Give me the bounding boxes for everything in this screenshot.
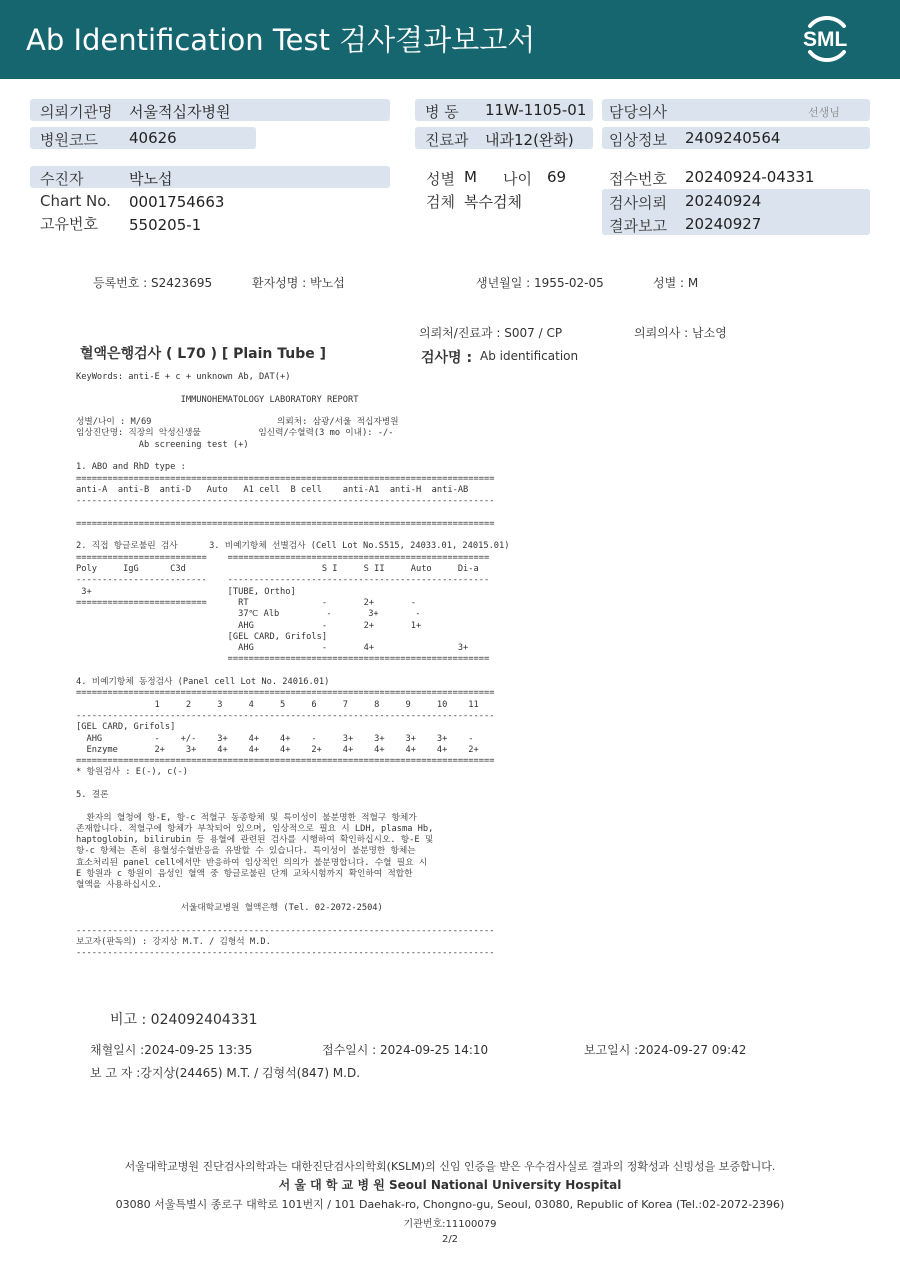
report-header [0,0,900,79]
patient-label: 수진자 [40,170,84,188]
section-title: 혈액은행검사 ( L70 ) [ Plain Tube ] [80,346,327,362]
age-value: 69 [547,168,567,186]
hospital-code-label: 병원코드 [40,131,98,149]
chart-no-value: 0001754663 [129,193,225,211]
institution-value: 서울적십자병원 [129,103,231,121]
page-number: 2/2 [441,1234,459,1245]
sex-value: M [464,168,477,186]
unique-no-value: 550205-1 [129,216,202,234]
patient-name: 환자성명 : 박노섭 [252,276,345,290]
doctor-value: 선생님 [808,106,840,119]
specimen-label: 검체 [426,193,455,211]
receipt-no-value: 20240924-04331 [685,168,815,186]
chart-no-label: Chart No. [40,192,111,210]
referring-doctor: 의뢰의사 : 남소영 [634,326,727,340]
receipt-no-label: 접수번호 [609,170,667,188]
ward-value: 11W-1105-01 [485,101,587,119]
report-sex: 성별 : M [653,276,699,290]
department-value: 내과12(완화) [485,131,574,149]
immunohematology-report-body: KeyWords: anti-E + c + unknown Ab, DAT(+) IMMUNOHEMATOLOGY LABORATORY REPORT 성별/나이 : M/69 의뢰처: 삼광/서울 적십자병원 임상진단명: 직장의 악성신생물 임신력/수혈력(3 mo 이내): -/- Ab screening test (+) 1. ABO and RhD type : ================================================================================ anti-A anti-B anti-D Auto A1 cell B cell anti-A1 anti-H anti-AB -------------------------------------------------------------------------------- ================================================================================ 2. 직접 항글로불린 검사 3. 비예기항체 선별검사 (Cell Lot No.S515, 24033.01, 24015.01) ========================= ================================================== Poly IgG C3d S I S II Auto Di-a ------------------------- -------------------------------------------------- 3+ [TUBE, Ortho] ========================= RT - 2+ - 37℃ Alb - 3+ - AHG - 2+ 1+ [GEL CARD, Grifols] AHG - 4+ 3+ ================================================== 4. 비예기항체 동정검사 (Panel cell Lot No. 24016.01) ================================================================================ 1 2 3 4 5 6 7 8 9 10 11 -------------------------------------------------------------------------------- [GEL CARD, Grifols] AHG - +/- 3+ 4+ 4+ - 3+ 3+ 3+ 3+ - Enzyme 2+ 3+ 4+ 4+ 4+ 2+ 4+ 4+ 4+ 4+ 2+ ================================================================================ * 항원검사 : E(-), c(-) 5. 결론 환자의 혈청에 항-E, 항-c 적혈구 동종항체 및 특이성이 불분명한 적혈구 항체가 존재합니다. 적혈구에 항체가 부착되어 있으며, 임상적으로 필요 시 LDH, plasma Hb, haptoglobin, bilirubin 등 용혈에 관련된 검사를 시행하여 확인하십시오. 항-E 및 항-c 항체는 흔히 용혈성수혈반응을 유발할 수 있습니다. 특이성이 불분명한 항체는 효소처리된 panel cell에서만 반응하여 임상적인 의의가 불분명합니다. 수혈 필요 시 E 항원과 c 항원이 음성인 혈액 중 항글로불린 단계 교차시험까지 확인하여 적합한 혈액을 사용하십시오. 서울대학교병원 혈액은행 (Tel. 02-2072-2504) -------------------------------------------------------------------------------- 보고자(판독의) : 강지상 M.T. / 김형석 M.D. -------------------------------------------------------------------------------- [76,372,510,959]
patient-value: 박노섭 [129,170,173,188]
birth-date: 생년월일 : 1955-02-05 [476,276,604,290]
clinical-info-value: 2409240564 [685,129,781,147]
specimen-value: 복수검체 [464,193,522,211]
patient-row [30,166,390,188]
test-name-value: Ab identification [480,349,579,363]
hospital-code-value: 40626 [129,129,177,147]
footer-address: 03080 서울특별시 종로구 대학로 101번지 / 101 Daehak-ro, Chongno-gu, Seoul, 03080, Republic of Korea (Tel.:02-2072-2396) [115,1198,785,1211]
request-date-label: 검사의뢰 [609,194,667,212]
ward-label: 병 동 [425,103,459,121]
report-time: 보고일시 :2024-09-27 09:42 [584,1043,747,1057]
doctor-label: 담당의사 [609,103,667,121]
request-date-value: 20240924 [685,192,762,210]
reporter: 보 고 자 :강지상(24465) M.T. / 김형석(847) M.D. [90,1066,361,1080]
footer-institution-number: 기관번호:11100079 [403,1219,497,1230]
report-title: Ab Identification Test 검사결과보고서 [26,23,536,57]
footer-hospital-name: 서 울 대 학 교 병 원 Seoul National University Hospital [278,1178,622,1192]
report-date-value: 20240927 [685,215,762,233]
collection-time: 채혈일시 :2024-09-25 13:35 [90,1043,253,1057]
report-date-label: 결과보고 [609,217,667,235]
age-label: 나이 [503,170,532,188]
remark: 비고 : 024092404331 [110,1012,258,1028]
sml-logo-text: SML [803,28,848,51]
institution-label: 의뢰기관명 [40,103,113,121]
sex-label: 성별 [426,170,455,188]
footer-certification: 서울대학교병원 진단검사의학과는 대한진단검사의학회(KSLM)의 신임 인증을 받은 우수검사실로 결과의 정확성과 신빙성을 보증합니다. [124,1160,776,1173]
referral-department: 의뢰처/진료과 : S007 / CP [419,326,563,340]
test-name-label: 검사명 : [421,350,473,366]
registration-number: 등록번호 : S2423695 [93,276,213,290]
clinical-info-label: 임상정보 [609,131,667,149]
department-label: 진료과 [425,131,469,149]
unique-no-label: 고유번호 [40,215,98,233]
receipt-time: 접수일시 : 2024-09-25 14:10 [322,1043,489,1057]
